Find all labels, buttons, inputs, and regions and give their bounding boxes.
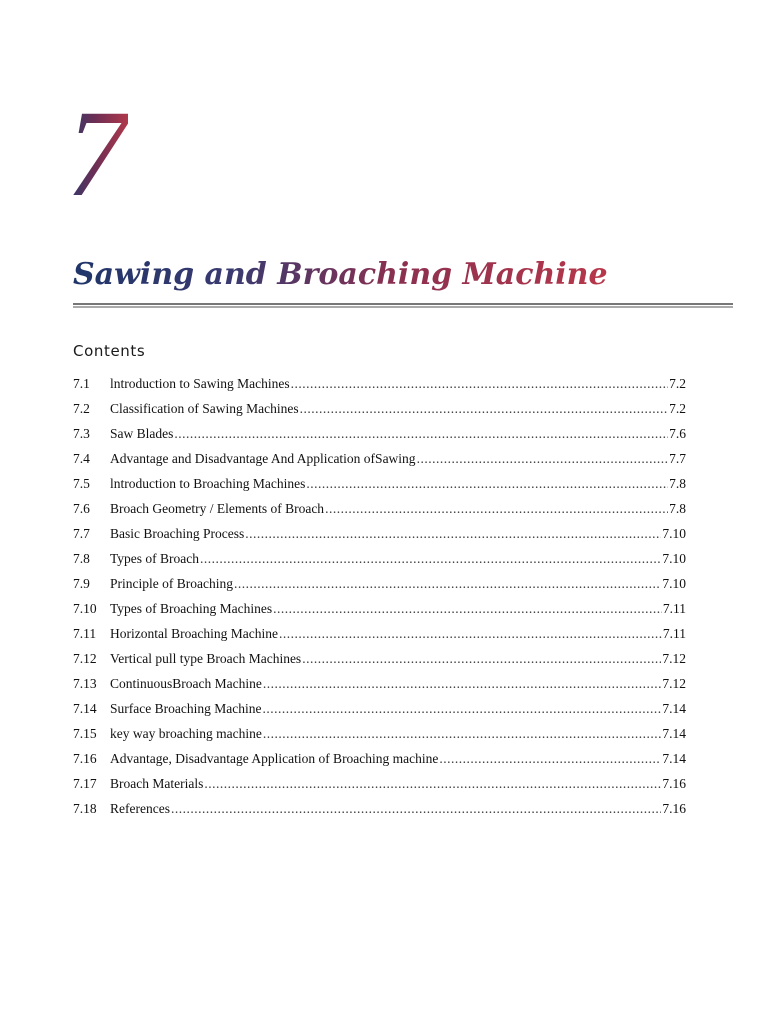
toc-entry-number: 7.6 (73, 501, 90, 516)
toc-entry[interactable] (73, 701, 686, 726)
toc-entry-page: 7.16 (662, 801, 686, 816)
toc-entry[interactable] (73, 751, 686, 776)
toc-entry-title: Broach Materials (110, 776, 204, 791)
toc-entry-title: Saw Blades (110, 426, 174, 441)
toc-dot-leader (417, 451, 669, 467)
toc-entry-page: 7.7 (669, 451, 686, 466)
toc-dot-leader (325, 501, 668, 517)
toc-entry-number: 7.1 (73, 376, 90, 391)
toc-dot-leader (200, 551, 661, 567)
toc-entry-page: 7.16 (662, 776, 686, 791)
toc-entry-number: 7.10 (73, 601, 97, 616)
toc-entry[interactable] (73, 401, 686, 426)
toc-dot-leader (171, 801, 661, 817)
toc-dot-leader (263, 676, 662, 692)
toc-dot-leader (439, 751, 661, 767)
toc-entry[interactable] (73, 526, 686, 551)
toc-entry-number: 7.11 (73, 626, 97, 641)
toc-entry-title: Horizontal Broaching Machine (110, 626, 278, 641)
toc-dot-leader (262, 701, 661, 717)
toc-entry[interactable] (73, 601, 686, 626)
toc-entry-number: 7.4 (73, 451, 90, 466)
toc-dot-leader (300, 401, 669, 417)
toc-entry-number: 7.2 (73, 401, 90, 416)
toc-dot-leader (174, 426, 668, 442)
toc-entry-page: 7.2 (669, 401, 686, 416)
toc-entry-number: 7.12 (73, 651, 97, 666)
toc-entry-page: 7.12 (662, 676, 686, 691)
toc-entry-number: 7.5 (73, 476, 90, 491)
toc-entry-title: Types of Broach (110, 551, 200, 566)
chapter-number: 7 (66, 85, 128, 222)
toc-entry-page: 7.11 (662, 601, 686, 616)
toc-entry[interactable] (73, 551, 686, 576)
toc-entry-page: 7.6 (669, 426, 686, 441)
toc-entry[interactable] (73, 376, 686, 401)
toc-dot-leader (234, 576, 661, 592)
title-rule-secondary (73, 306, 733, 308)
toc-entry-number: 7.9 (73, 576, 90, 591)
toc-entry[interactable] (73, 651, 686, 676)
toc-dot-leader (302, 651, 661, 667)
toc-entry-title: ContinuousBroach Machine (110, 676, 262, 691)
chapter-title: Sawing and Broaching Machine (73, 257, 608, 292)
title-rule (73, 303, 733, 305)
toc-entry[interactable] (73, 776, 686, 801)
toc-entry-number: 7.18 (73, 801, 97, 816)
toc-entry-page: 7.10 (662, 526, 686, 541)
toc-entry-page: 7.14 (662, 726, 686, 741)
toc-dot-leader (263, 726, 662, 742)
toc-entry-title: Principle of Broaching (110, 576, 233, 591)
toc-entry-number: 7.8 (73, 551, 90, 566)
toc-entry-title: Advantage and Disadvantage And Application ofSawing (110, 451, 416, 466)
toc-entry-number: 7.17 (73, 776, 97, 791)
toc-entry-title: Classification of Sawing Machines (110, 401, 299, 416)
toc-entry-page: 7.10 (662, 551, 686, 566)
toc-entry-page: 7.12 (662, 651, 686, 666)
toc-dot-leader (291, 376, 669, 392)
toc-entry-title: Broach Geometry / Elements of Broach (110, 501, 325, 516)
toc-entry-number: 7.7 (73, 526, 90, 541)
toc-entry-title: Surface Broaching Machine (110, 701, 262, 716)
toc-entry-number: 7.16 (73, 751, 97, 766)
toc-entry-title: Basic Broaching Process (110, 526, 245, 541)
toc-dot-leader (273, 601, 662, 617)
toc-entry-title: Advantage, Disadvantage Application of Broaching machine (110, 751, 439, 766)
toc-entry-number: 7.3 (73, 426, 90, 441)
toc-entry[interactable] (73, 626, 686, 651)
toc-entry[interactable] (73, 501, 686, 526)
toc-entry-title: References (110, 801, 170, 816)
toc-entry-title: lntroduction to Broaching Machines (110, 476, 306, 491)
toc-dot-leader (306, 476, 668, 492)
toc-entry-title: key way broaching machine (110, 726, 262, 741)
toc-entry[interactable] (73, 726, 686, 751)
toc-dot-leader (245, 526, 661, 542)
toc-entry-number: 7.13 (73, 676, 97, 691)
toc-entry[interactable] (73, 451, 686, 476)
toc-entry[interactable] (73, 801, 686, 826)
toc-entry-page: 7.11 (662, 626, 686, 641)
toc-entry-page: 7.14 (662, 701, 686, 716)
toc-entry-title: Types of Broaching Machines (110, 601, 273, 616)
toc-entry-number: 7.15 (73, 726, 97, 741)
toc-entry[interactable] (73, 476, 686, 501)
table-of-contents (73, 376, 686, 826)
toc-entry-title: Vertical pull type Broach Machines (110, 651, 302, 666)
toc-entry[interactable] (73, 426, 686, 451)
toc-entry-page: 7.10 (662, 576, 686, 591)
contents-heading: Contents (73, 342, 146, 360)
toc-entry-page: 7.14 (662, 751, 686, 766)
toc-entry-page: 7.8 (669, 501, 686, 516)
toc-entry-title: lntroduction to Sawing Machines (110, 376, 290, 391)
toc-entry-number: 7.14 (73, 701, 97, 716)
toc-entry-page: 7.2 (669, 376, 686, 391)
toc-dot-leader (279, 626, 662, 642)
toc-entry[interactable] (73, 576, 686, 601)
toc-entry-page: 7.8 (669, 476, 686, 491)
toc-dot-leader (204, 776, 661, 792)
toc-entry[interactable] (73, 676, 686, 701)
